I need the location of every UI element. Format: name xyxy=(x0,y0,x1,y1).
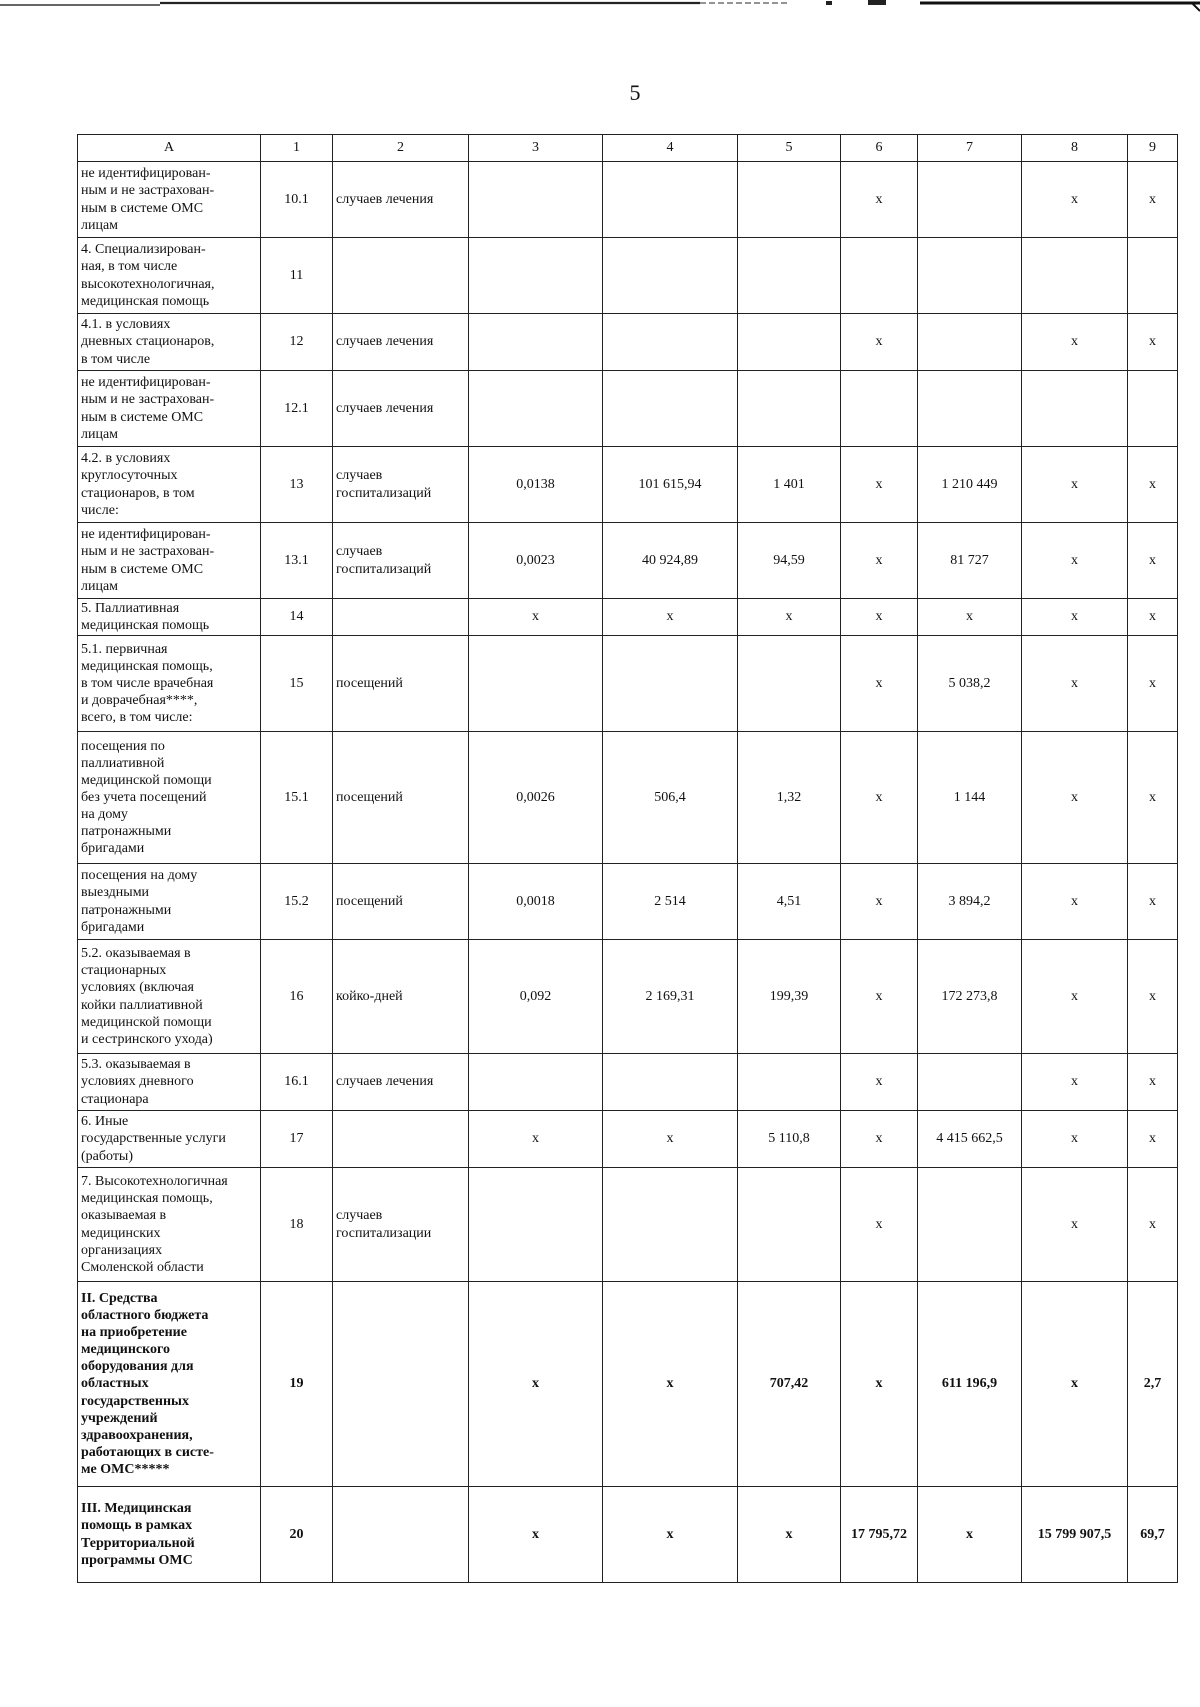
value-cell: х xyxy=(738,599,841,636)
value-cell: 2,7 xyxy=(1128,1282,1178,1487)
value-cell: 172 273,8 xyxy=(918,940,1022,1054)
value-cell: 2 514 xyxy=(603,864,738,940)
row-label: не идентифицирован- ным и не застрахован- ным в системе ОМС лицам xyxy=(78,371,261,447)
indicators-table xyxy=(77,134,1178,1583)
table-row xyxy=(78,1111,1178,1168)
value-cell: 40 924,89 xyxy=(603,523,738,599)
value-cell xyxy=(738,162,841,238)
unit-cell: посещений xyxy=(333,732,469,864)
value-cell: х xyxy=(841,864,918,940)
value-cell: 5 038,2 xyxy=(918,636,1022,732)
value-cell: 0,0138 xyxy=(469,447,603,523)
value-cell: 1 144 xyxy=(918,732,1022,864)
value-cell: 4 415 662,5 xyxy=(918,1111,1022,1168)
table-row xyxy=(78,636,1178,732)
value-cell xyxy=(469,314,603,371)
value-cell: х xyxy=(469,1487,603,1583)
scan-top-edge xyxy=(0,0,1200,14)
table-row xyxy=(78,447,1178,523)
value-cell: х xyxy=(841,636,918,732)
value-cell: х xyxy=(1022,940,1128,1054)
table-row xyxy=(78,523,1178,599)
value-cell xyxy=(603,314,738,371)
value-cell xyxy=(1022,371,1128,447)
table-row xyxy=(78,732,1178,864)
unit-cell: койко-дней xyxy=(333,940,469,1054)
row-number: 18 xyxy=(261,1168,333,1282)
value-cell xyxy=(738,371,841,447)
row-label: 4.1. в условиях дневных стационаров, в том числе xyxy=(78,314,261,371)
value-cell: 69,7 xyxy=(1128,1487,1178,1583)
value-cell: х xyxy=(841,940,918,1054)
value-cell: 506,4 xyxy=(603,732,738,864)
value-cell: х xyxy=(841,599,918,636)
value-cell: 81 727 xyxy=(918,523,1022,599)
value-cell xyxy=(469,1054,603,1111)
row-label: 7. Высокотехнологичная медицинская помощь, оказываемая в медицинских организациях Смоленской области xyxy=(78,1168,261,1282)
unit-cell: случаев лечения xyxy=(333,162,469,238)
row-number: 13.1 xyxy=(261,523,333,599)
table-row xyxy=(78,238,1178,314)
unit-cell: случаев госпитализаций xyxy=(333,523,469,599)
column-header: 9 xyxy=(1128,135,1178,162)
row-number: 15 xyxy=(261,636,333,732)
unit-cell: случаев лечения xyxy=(333,314,469,371)
value-cell xyxy=(841,238,918,314)
value-cell: х xyxy=(918,599,1022,636)
value-cell: х xyxy=(603,1111,738,1168)
value-cell: х xyxy=(1128,940,1178,1054)
row-label: 5.1. первичная медицинская помощь, в том числе врачебная и доврачебная****, всего, в том числе: xyxy=(78,636,261,732)
column-header: 4 xyxy=(603,135,738,162)
value-cell xyxy=(841,371,918,447)
value-cell: 15 799 907,5 xyxy=(1022,1487,1128,1583)
column-header: А xyxy=(78,135,261,162)
value-cell: х xyxy=(1128,732,1178,864)
value-cell: х xyxy=(1022,523,1128,599)
value-cell xyxy=(738,238,841,314)
value-cell: х xyxy=(469,1111,603,1168)
value-cell: 611 196,9 xyxy=(918,1282,1022,1487)
value-cell: х xyxy=(1022,1168,1128,1282)
unit-cell xyxy=(333,1111,469,1168)
row-number: 13 xyxy=(261,447,333,523)
value-cell xyxy=(918,1168,1022,1282)
value-cell: х xyxy=(841,1054,918,1111)
unit-cell: посещений xyxy=(333,864,469,940)
value-cell: х xyxy=(841,447,918,523)
row-number: 15.1 xyxy=(261,732,333,864)
value-cell: х xyxy=(1128,1168,1178,1282)
value-cell: х xyxy=(1128,162,1178,238)
value-cell xyxy=(918,1054,1022,1111)
value-cell xyxy=(738,314,841,371)
value-cell: х xyxy=(1128,314,1178,371)
row-number: 11 xyxy=(261,238,333,314)
value-cell xyxy=(603,636,738,732)
value-cell xyxy=(738,1054,841,1111)
value-cell: х xyxy=(603,1487,738,1583)
table-row xyxy=(78,1282,1178,1487)
column-header: 3 xyxy=(469,135,603,162)
value-cell: х xyxy=(1022,732,1128,864)
unit-cell: случаев госпитализации xyxy=(333,1168,469,1282)
row-label: посещения на дому выездными патронажными бригадами xyxy=(78,864,261,940)
value-cell xyxy=(603,1168,738,1282)
value-cell: х xyxy=(1022,636,1128,732)
value-cell: х xyxy=(1022,599,1128,636)
column-header: 2 xyxy=(333,135,469,162)
value-cell: 199,39 xyxy=(738,940,841,1054)
value-cell xyxy=(738,1168,841,1282)
unit-cell: случаев лечения xyxy=(333,1054,469,1111)
column-header: 1 xyxy=(261,135,333,162)
page-number: 5 xyxy=(629,80,641,105)
value-cell: 3 894,2 xyxy=(918,864,1022,940)
row-label: не идентифицирован- ным и не застрахован- ным в системе ОМС лицам xyxy=(78,162,261,238)
row-number: 10.1 xyxy=(261,162,333,238)
table-row xyxy=(78,314,1178,371)
value-cell xyxy=(469,371,603,447)
value-cell xyxy=(1128,371,1178,447)
value-cell xyxy=(1128,238,1178,314)
table-row xyxy=(78,864,1178,940)
value-cell xyxy=(469,636,603,732)
value-cell: х xyxy=(1128,599,1178,636)
value-cell xyxy=(469,1168,603,1282)
value-cell: х xyxy=(918,1487,1022,1583)
value-cell xyxy=(603,162,738,238)
table-row xyxy=(78,371,1178,447)
value-cell: х xyxy=(1022,1282,1128,1487)
value-cell xyxy=(603,1054,738,1111)
value-cell: х xyxy=(841,1282,918,1487)
value-cell: 5 110,8 xyxy=(738,1111,841,1168)
row-number: 12 xyxy=(261,314,333,371)
unit-cell xyxy=(333,238,469,314)
value-cell: х xyxy=(841,1168,918,1282)
row-label: посещения по паллиативной медицинской помощи без учета посещений на дому патронажными бригадами xyxy=(78,732,261,864)
value-cell xyxy=(918,371,1022,447)
value-cell: 2 169,31 xyxy=(603,940,738,1054)
row-label: 4. Специализирован- ная, в том числе высокотехнологичная, медицинская помощь xyxy=(78,238,261,314)
unit-cell: случаев госпитализаций xyxy=(333,447,469,523)
row-label: 5. Паллиативная медицинская помощь xyxy=(78,599,261,636)
value-cell: х xyxy=(1022,1111,1128,1168)
row-number: 15.2 xyxy=(261,864,333,940)
table-row xyxy=(78,940,1178,1054)
value-cell: х xyxy=(1022,864,1128,940)
row-label: 4.2. в условиях круглосуточных стационаров, в том числе: xyxy=(78,447,261,523)
unit-cell: посещений xyxy=(333,636,469,732)
value-cell: х xyxy=(1022,1054,1128,1111)
row-label: II. Средства областного бюджета на приобретение медицинского оборудования для областных государственных учреждений здравоохранения, работающих в систе- ме ОМС***** xyxy=(78,1282,261,1487)
value-cell: х xyxy=(1128,447,1178,523)
table-row xyxy=(78,1487,1178,1583)
row-label: не идентифицирован- ным и не застрахован- ным в системе ОМС лицам xyxy=(78,523,261,599)
value-cell: 4,51 xyxy=(738,864,841,940)
row-label: 5.2. оказываемая в стационарных условиях (включая койки паллиативной медицинской помощи и сестринского ухода) xyxy=(78,940,261,1054)
value-cell: х xyxy=(603,1282,738,1487)
value-cell: 101 615,94 xyxy=(603,447,738,523)
unit-cell: случаев лечения xyxy=(333,371,469,447)
row-number: 16 xyxy=(261,940,333,1054)
value-cell: х xyxy=(1128,636,1178,732)
value-cell: х xyxy=(1128,523,1178,599)
value-cell xyxy=(603,238,738,314)
column-header: 5 xyxy=(738,135,841,162)
row-label: 5.3. оказываемая в условиях дневного стационара xyxy=(78,1054,261,1111)
table-header-row xyxy=(78,135,1178,162)
value-cell: х xyxy=(841,314,918,371)
value-cell: 0,0026 xyxy=(469,732,603,864)
value-cell xyxy=(738,636,841,732)
value-cell: х xyxy=(841,732,918,864)
table-row xyxy=(78,599,1178,636)
value-cell: 707,42 xyxy=(738,1282,841,1487)
value-cell: х xyxy=(841,523,918,599)
value-cell: х xyxy=(841,162,918,238)
value-cell: 94,59 xyxy=(738,523,841,599)
value-cell: х xyxy=(1022,447,1128,523)
value-cell xyxy=(918,162,1022,238)
unit-cell xyxy=(333,1282,469,1487)
column-header: 8 xyxy=(1022,135,1128,162)
value-cell: х xyxy=(1128,864,1178,940)
unit-cell xyxy=(333,599,469,636)
value-cell: 0,0018 xyxy=(469,864,603,940)
value-cell xyxy=(918,314,1022,371)
value-cell: х xyxy=(469,599,603,636)
value-cell xyxy=(918,238,1022,314)
row-label: III. Медицинская помощь в рамках Территориальной программы ОМС xyxy=(78,1487,261,1583)
value-cell: 0,0023 xyxy=(469,523,603,599)
value-cell xyxy=(469,238,603,314)
table-row xyxy=(78,162,1178,238)
row-number: 14 xyxy=(261,599,333,636)
row-number: 16.1 xyxy=(261,1054,333,1111)
value-cell: х xyxy=(841,1111,918,1168)
value-cell: х xyxy=(469,1282,603,1487)
table-row xyxy=(78,1054,1178,1111)
row-number: 17 xyxy=(261,1111,333,1168)
value-cell: х xyxy=(1022,162,1128,238)
value-cell: х xyxy=(1128,1054,1178,1111)
row-number: 12.1 xyxy=(261,371,333,447)
column-header: 6 xyxy=(841,135,918,162)
table-row xyxy=(78,1168,1178,1282)
value-cell: 1 401 xyxy=(738,447,841,523)
value-cell: 0,092 xyxy=(469,940,603,1054)
value-cell: 1 210 449 xyxy=(918,447,1022,523)
value-cell xyxy=(1022,238,1128,314)
value-cell: х xyxy=(1022,314,1128,371)
value-cell: х xyxy=(603,599,738,636)
unit-cell xyxy=(333,1487,469,1583)
value-cell xyxy=(469,162,603,238)
value-cell: х xyxy=(1128,1111,1178,1168)
row-number: 19 xyxy=(261,1282,333,1487)
column-header: 7 xyxy=(918,135,1022,162)
value-cell: 1,32 xyxy=(738,732,841,864)
value-cell xyxy=(603,371,738,447)
value-cell: х xyxy=(738,1487,841,1583)
row-label: 6. Иные государственные услуги (работы) xyxy=(78,1111,261,1168)
row-number: 20 xyxy=(261,1487,333,1583)
value-cell: 17 795,72 xyxy=(841,1487,918,1583)
